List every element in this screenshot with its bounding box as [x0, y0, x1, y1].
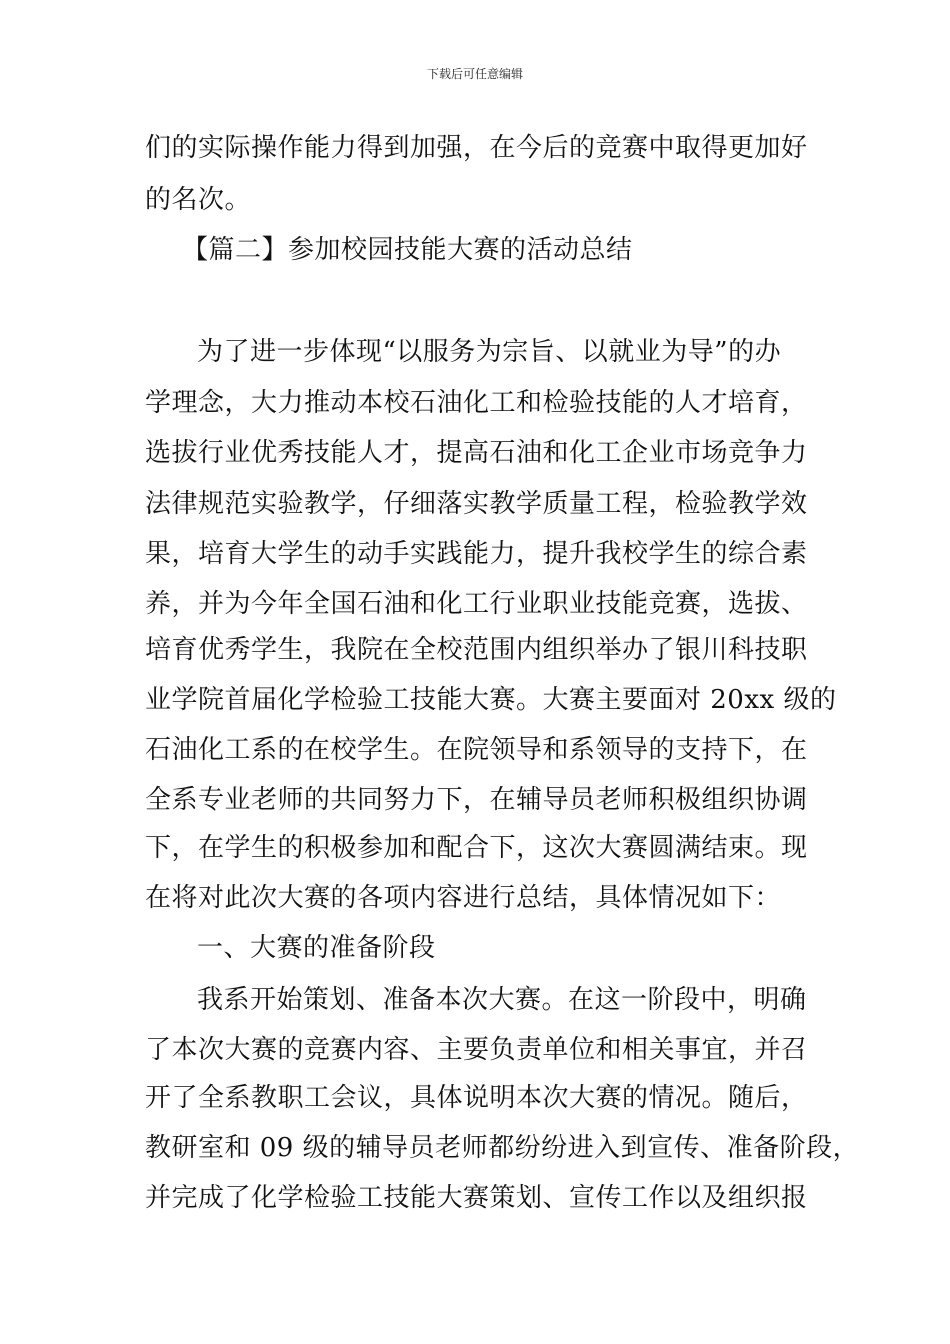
body-line: 学理念，大力推动本校石油化工和检验技能的人才培育， — [145, 388, 808, 418]
subsection-title: 一、大赛的准备阶段 — [197, 933, 436, 963]
body-line: 的名次。 — [145, 185, 252, 215]
body-line: 在将对此次大赛的各项内容进行总结，具体情况如下： — [145, 883, 782, 913]
body-line: 培育优秀学生，我院在全校范围内组织举办了银川科技职 — [145, 635, 808, 665]
page-header: 下载后可任意编辑 — [426, 67, 523, 81]
body-line: 石油化工系的在校学生。在院领导和系领导的支持下，在 — [145, 735, 808, 765]
body-line: 业学院首届化学检验工技能大赛。大赛主要面对 20xx 级的 — [145, 685, 837, 715]
body-line: 法律规范实验教学，仔细落实教学质量工程，检验教学效 — [145, 489, 808, 519]
body-line: 为了进一步体现“以服务为宗旨、以就业为导”的办 — [197, 337, 782, 367]
body-line: 下，在学生的积极参加和配合下，这次大赛圆满结束。现 — [145, 833, 808, 863]
body-line: 们的实际操作能力得到加强，在今后的竞赛中取得更加好 — [145, 133, 808, 163]
section-title: 【篇二】参加校园技能大赛的活动总结 — [182, 235, 633, 265]
body-line: 养，并为今年全国石油和化工行业职业技能竞赛，选拔、 — [145, 589, 808, 619]
body-line: 了本次大赛的竞赛内容、主要负责单位和相关事宜，并召 — [145, 1035, 808, 1065]
body-line: 果，培育大学生的动手实践能力，提升我校学生的综合素 — [145, 539, 808, 569]
body-line: 并完成了化学检验工技能大赛策划、宣传工作以及组织报 — [145, 1183, 808, 1213]
body-line: 开了全系教职工会议，具体说明本次大赛的情况。随后， — [145, 1083, 808, 1113]
body-line: 选拔行业优秀技能人才，提高石油和化工企业市场竞争力 — [145, 438, 808, 468]
body-line: 全系专业老师的共同努力下，在辅导员老师积极组织协调 — [145, 785, 808, 815]
body-line: 教研室和 09 级的辅导员老师都纷纷进入到宣传、准备阶段， — [145, 1133, 860, 1163]
body-line: 我系开始策划、准备本次大赛。在这一阶段中，明确 — [197, 985, 807, 1015]
